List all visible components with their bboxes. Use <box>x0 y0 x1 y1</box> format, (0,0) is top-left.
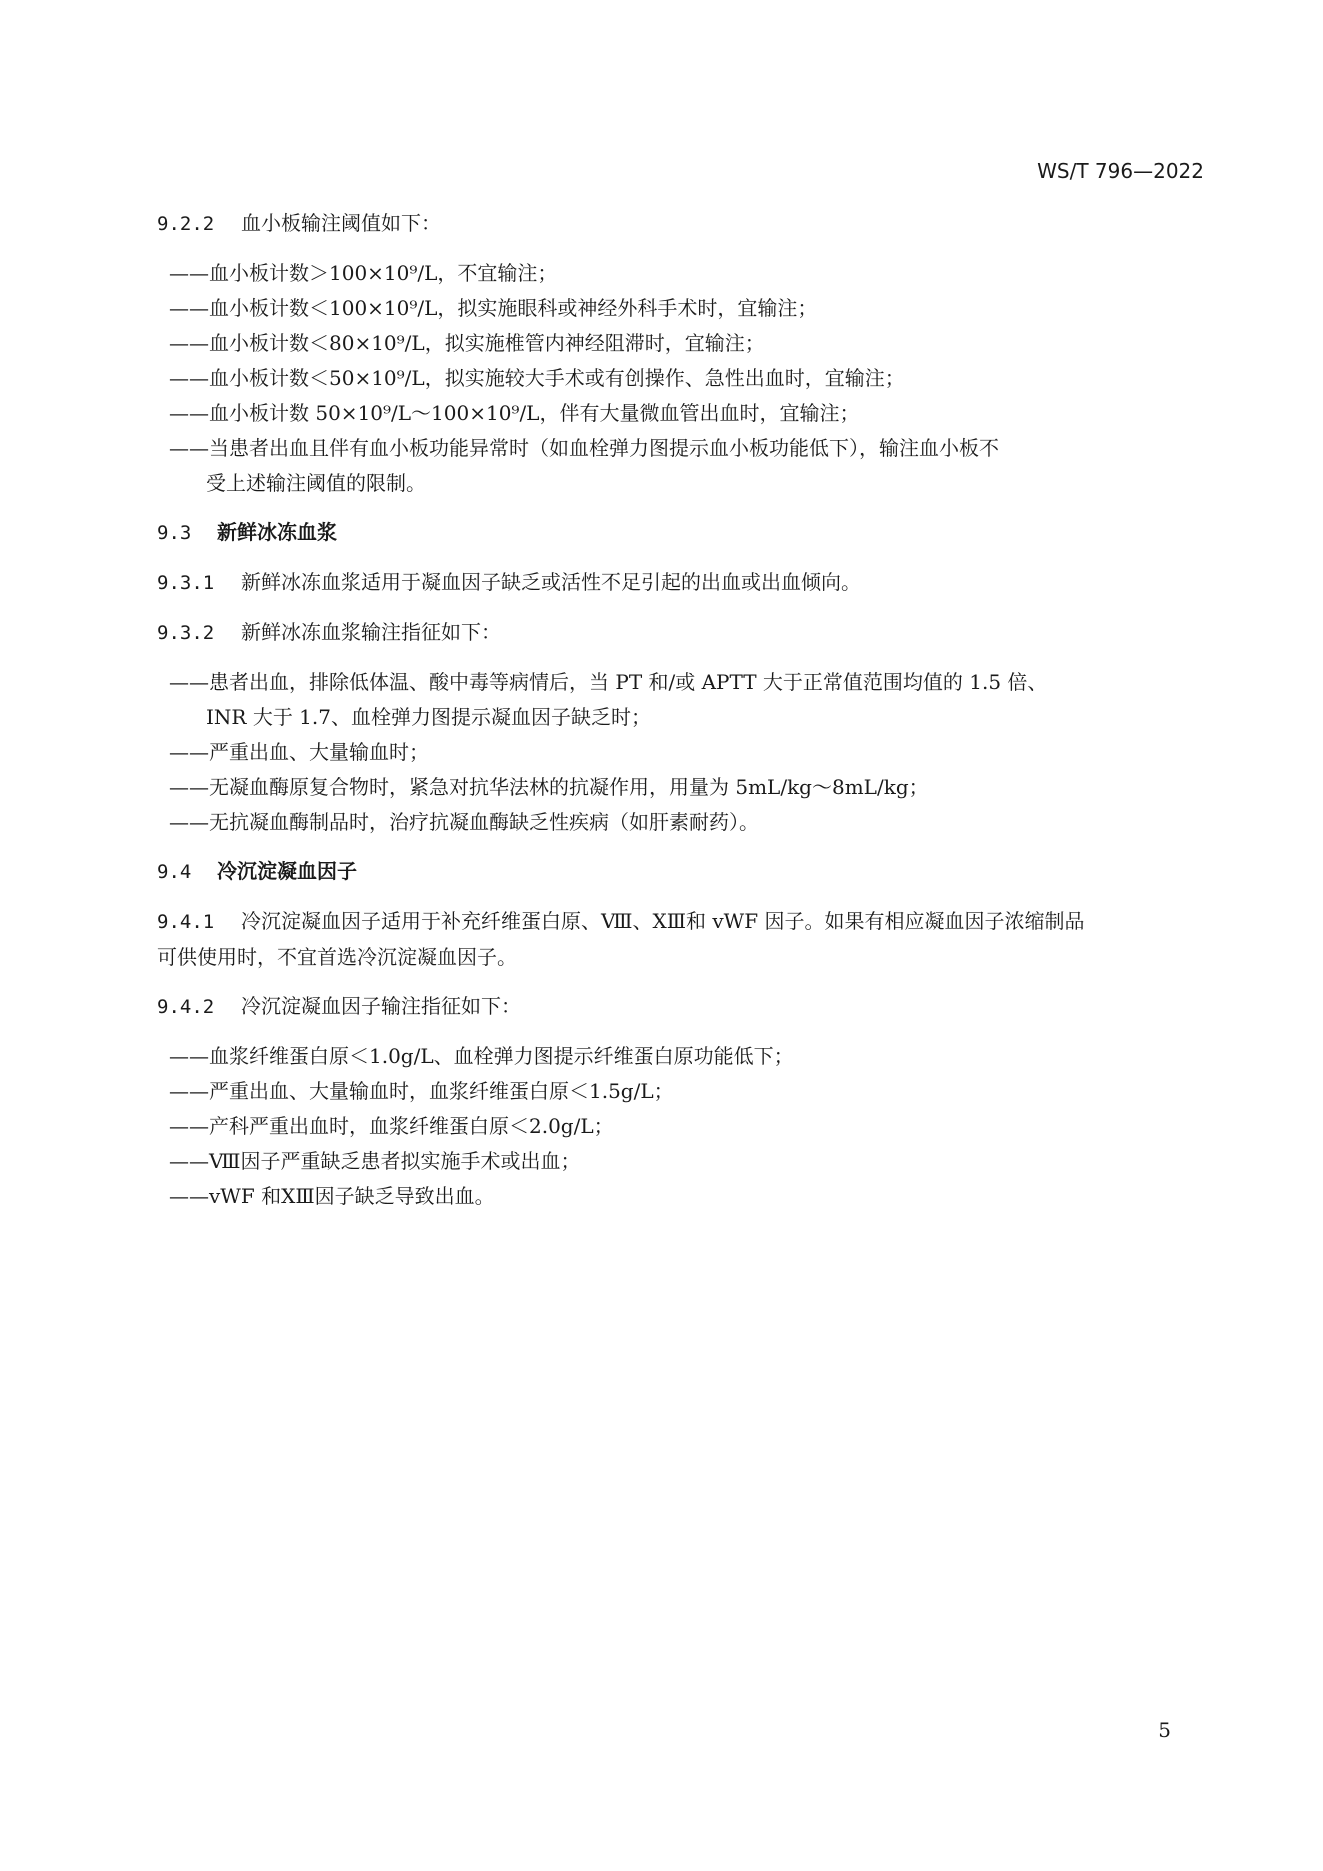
clause-text: 新鲜冰冻血浆适用于凝血因子缺乏或活性不足引起的出血或出血倾向。 <box>241 570 861 594</box>
list-item: ——Ⅷ因子严重缺乏患者拟实施手术或出血； <box>169 1149 581 1173</box>
section-heading-9-4 <box>157 854 1203 890</box>
cryo-indication-list <box>121 1039 1203 1214</box>
list-item: ——血小板计数 50×10⁹/L～100×10⁹/L，伴有大量微血管出血时，宜输注； <box>169 401 860 425</box>
clause-text: 血小板输注阈值如下： <box>241 211 441 235</box>
section-title: 冷沉淀凝血因子 <box>217 859 357 883</box>
clause-number: 9.2.2 <box>157 213 215 235</box>
clause-text: 冷沉淀凝血因子输注指征如下： <box>241 994 521 1018</box>
clause-9-3-2 <box>157 615 1203 651</box>
section-number: 9.3 <box>157 522 192 544</box>
list-item: ——严重出血、大量输血时，血浆纤维蛋白原＜1.5g/L； <box>169 1079 674 1103</box>
clause-9-4-2 <box>157 989 1203 1025</box>
platelet-threshold-list <box>121 256 1203 501</box>
clause-number: 9.4.1 <box>157 911 215 933</box>
list-item: ——严重出血、大量输血时； <box>169 740 429 764</box>
list-item: ——血小板计数＜100×10⁹/L，拟实施眼科或神经外科手术时，宜输注； <box>169 296 818 320</box>
section-title: 新鲜冰冻血浆 <box>217 520 337 544</box>
list-item: ——血小板计数＞100×10⁹/L，不宜输注； <box>169 261 558 285</box>
clause-text: 冷沉淀凝血因子适用于补充纤维蛋白原、Ⅷ、ⅩⅢ和 vWF 因子。如果有相应凝血因子浓缩制品 <box>241 909 1085 933</box>
page-number: 5 <box>1158 1718 1171 1742</box>
list-item: ——vWF 和ⅩⅢ因子缺乏导致出血。 <box>169 1184 495 1208</box>
clause-9-3-1 <box>157 565 1203 601</box>
list-item: ——当患者出血且伴有血小板功能异常时（如血栓弹力图提示血小板功能低下），输注血小板不 受上述输注阈值的限制。 <box>169 436 999 495</box>
list-item: ——产科严重出血时，血浆纤维蛋白原＜2.0g/L； <box>169 1114 614 1138</box>
list-item: ——血小板计数＜50×10⁹/L，拟实施较大手术或有创操作、急性出血时，宜输注； <box>169 366 905 390</box>
clause-text: 新鲜冰冻血浆输注指征如下： <box>241 620 501 644</box>
plasma-indication-list <box>121 665 1203 840</box>
list-item: ——血浆纤维蛋白原＜1.0g/L、血栓弹力图提示纤维蛋白原功能低下； <box>169 1044 794 1068</box>
clause-9-4-1 <box>157 904 1203 975</box>
list-item: ——无抗凝血酶制品时，治疗抗凝血酶缺乏性疾病（如肝素耐药）。 <box>169 810 759 834</box>
section-heading-9-3 <box>157 515 1203 551</box>
clause-number: 9.3.1 <box>157 572 215 594</box>
clause-number: 9.3.2 <box>157 622 215 644</box>
document-id-header: WS/T 796—2022 <box>1037 159 1204 183</box>
clause-text-continued: 可供使用时，不宜首选冷沉淀凝血因子。 <box>157 945 517 969</box>
document-body <box>157 206 1203 1228</box>
clause-9-2-2 <box>157 206 1203 242</box>
section-number: 9.4 <box>157 861 192 883</box>
list-item: ——无凝血酶原复合物时，紧急对抗华法林的抗凝作用，用量为 5mL/kg～8mL/kg； <box>169 775 929 799</box>
list-item: ——血小板计数＜80×10⁹/L，拟实施椎管内神经阻滞时，宜输注； <box>169 331 765 355</box>
clause-number: 9.4.2 <box>157 996 215 1018</box>
list-item: ——患者出血，排除低体温、酸中毒等病情后，当 PT 和/或 APTT 大于正常值范围均值的 1.5 倍、 INR 大于 1.7、血栓弹力图提示凝血因子缺乏时； <box>169 670 1048 729</box>
